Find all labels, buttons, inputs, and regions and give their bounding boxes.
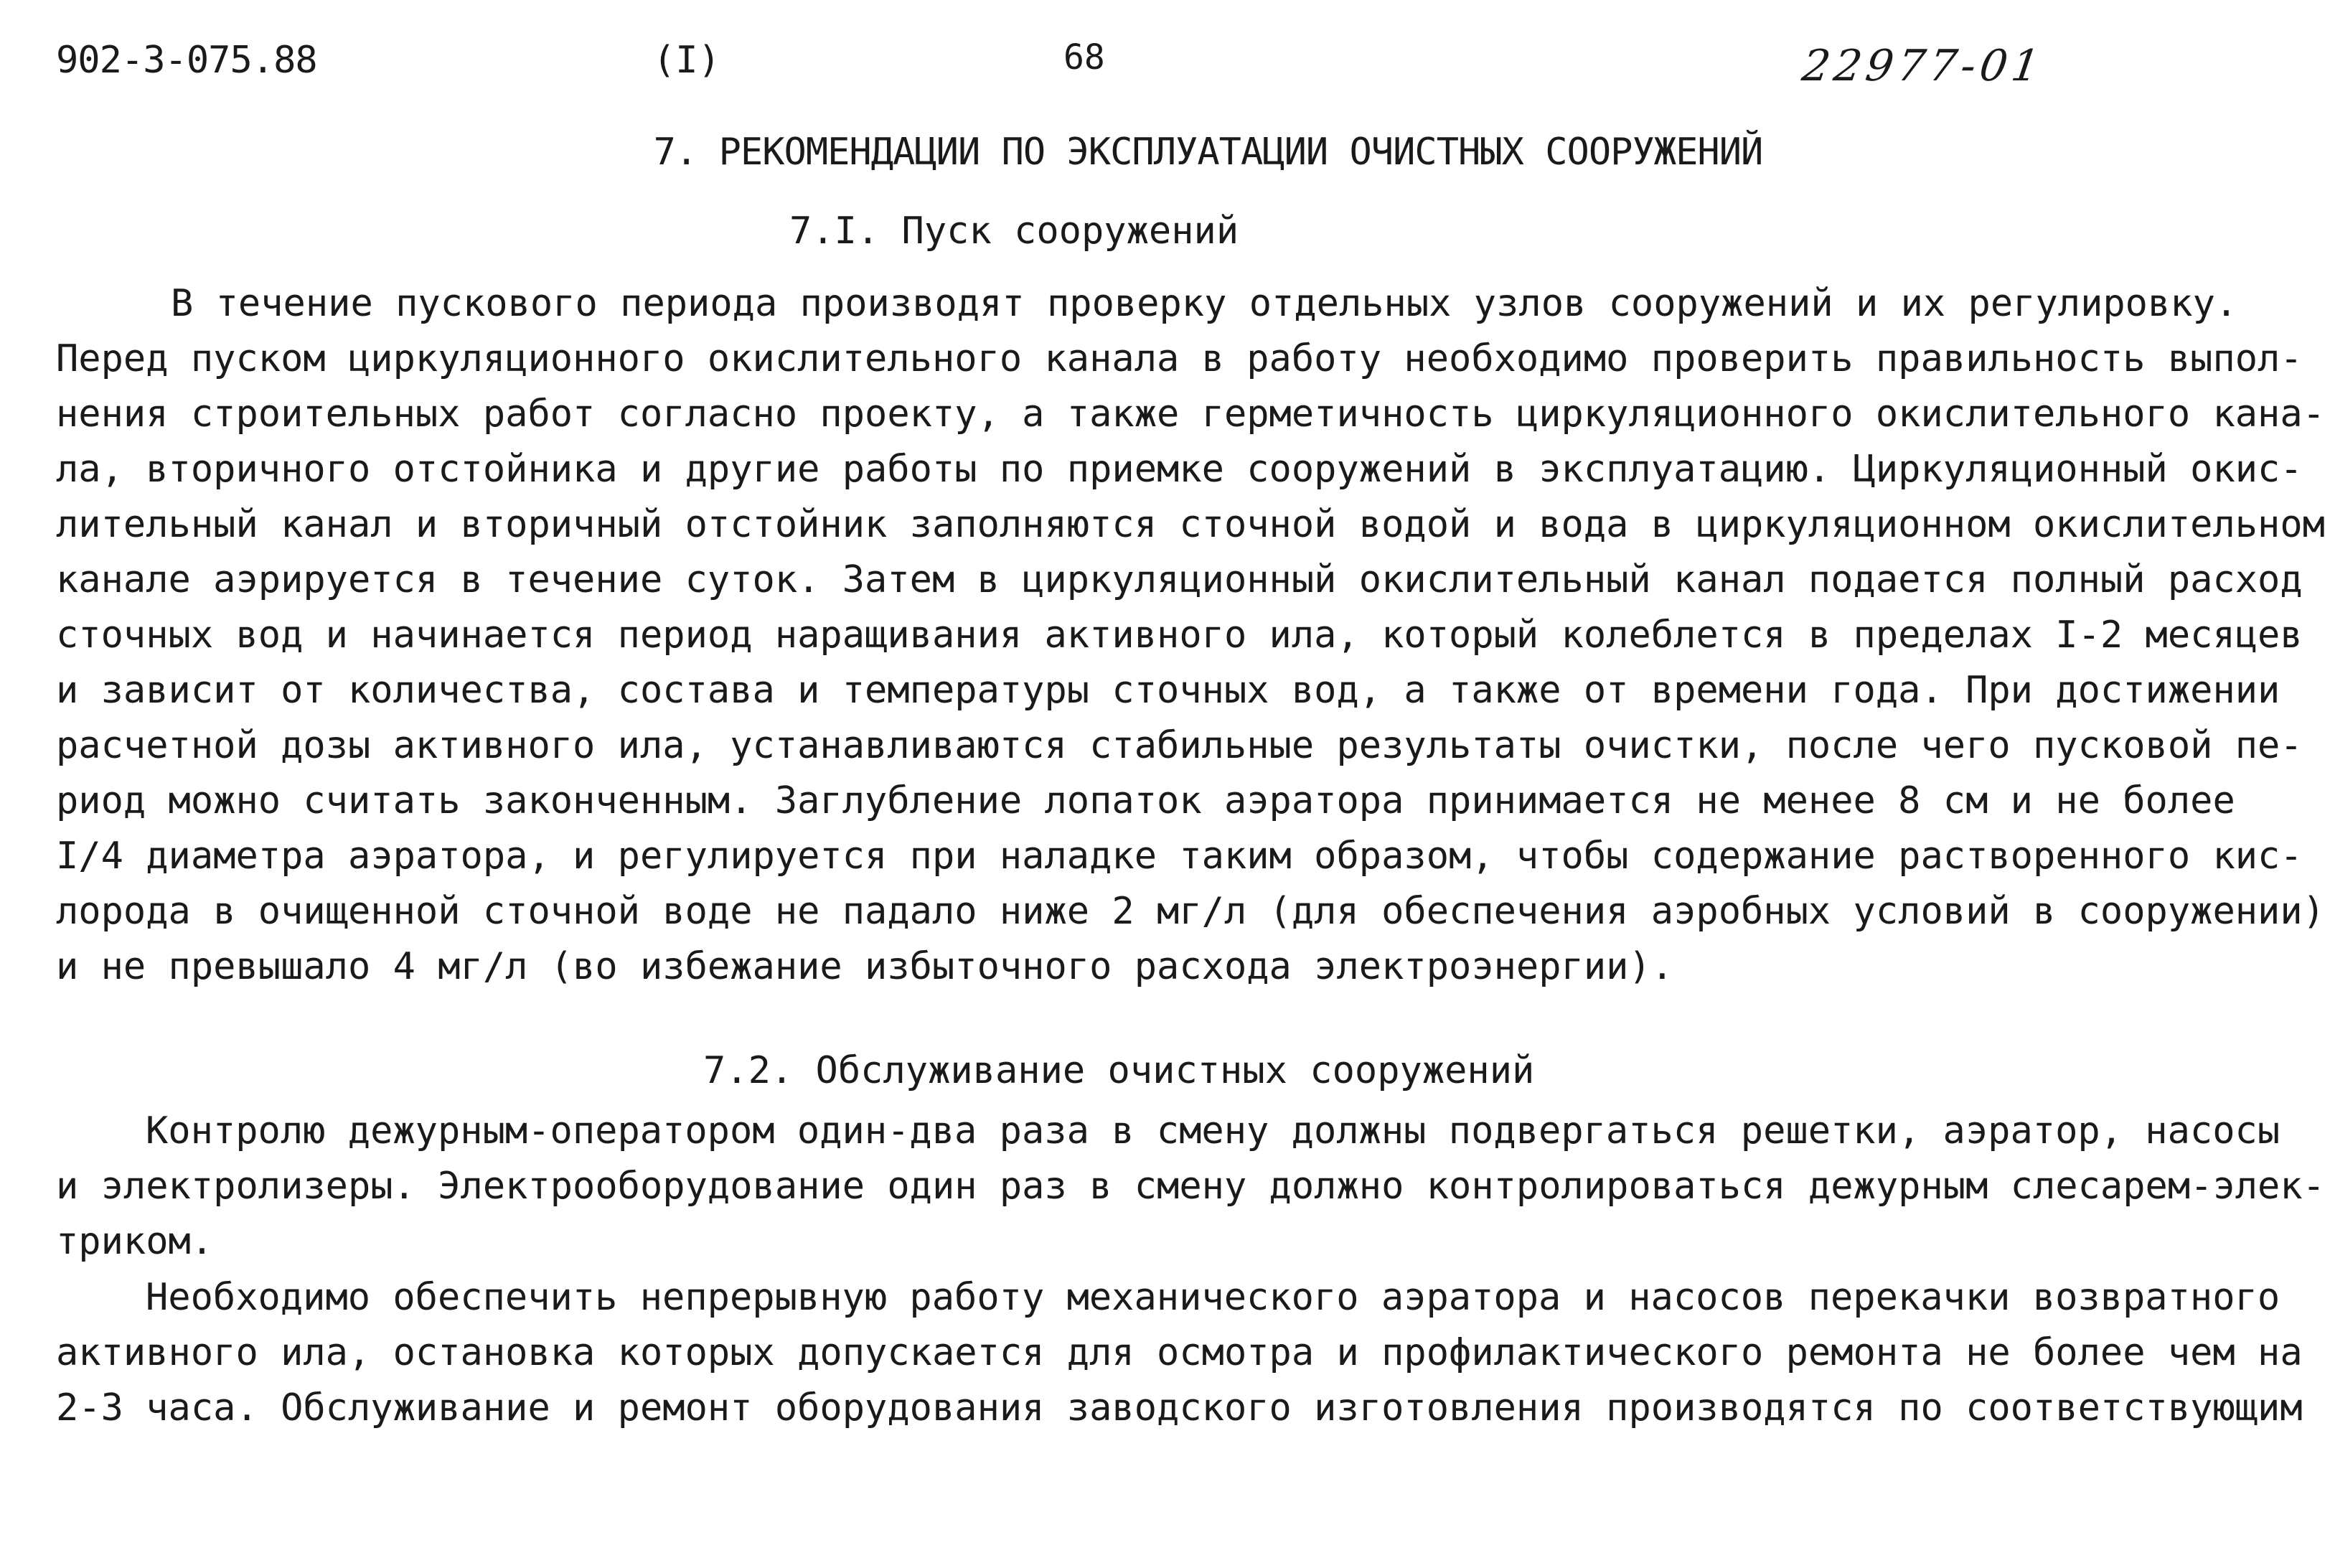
text-line: расчетной дозы активного ила, устанавливаются стабильные результаты очистки, после чего пусковой пе- xyxy=(56,724,2303,767)
section-title: 7. РЕКОМЕНДАЦИИ ПО ЭКСПЛУАТАЦИИ ОЧИСТНЫХ СООРУЖЕНИЙ xyxy=(653,131,1763,174)
subsection-2-title: 7.2. Обслуживание очистных сооружений xyxy=(703,1049,1535,1092)
subsection-1-text xyxy=(56,276,2325,995)
text-line: ла, вторичного отстойника и другие работы по приемке сооружений в эксплуатацию. Циркуляционный окис- xyxy=(56,448,2303,491)
text-line: риод можно считать законченным. Заглубление лопаток аэратора принимается не менее 8 см и не более xyxy=(56,779,2235,822)
text-line: Перед пуском циркуляционного окислительного канала в работу необходимо проверить правильность выпол- xyxy=(56,337,2303,380)
subsection-1-title: 7.I. Пуск сооружений xyxy=(789,210,1239,253)
text-line: Необходимо обеспечить непрерывную работу механического аэратора и насосов перекачки возвратного xyxy=(146,1276,2280,1319)
text-line: Контролю дежурным-оператором один-два раза в смену должны подвергаться решетки, аэратор, насосы xyxy=(146,1109,2280,1152)
text-line: триком. xyxy=(56,1220,214,1263)
inventory-number: 22977-01 xyxy=(1799,41,2047,91)
text-line: нения строительных работ согласно проекту, а также герметичность циркуляционного окислительного кана- xyxy=(56,393,2325,436)
text-line: 2-3 часа. Обслуживание и ремонт оборудования заводского изготовления производятся по соответствующим xyxy=(56,1386,2303,1429)
text-line: и не превышало 4 мг/л (во избежание избыточного расхода электроэнергии). xyxy=(56,945,1674,988)
subsection-2-paragraph-2 xyxy=(56,1270,2303,1436)
text-line: и электролизеры. Электрооборудование один раз в смену должно контролироваться дежурным слесарем-элек- xyxy=(56,1165,2325,1208)
text-line: и зависит от количества, состава и температуры сточных вод, а также от времени года. При достижении xyxy=(56,669,2280,712)
text-line: канале аэрируется в течение суток. Затем в циркуляционный окислительный канал подается полный расход xyxy=(56,558,2303,601)
text-line: I/4 диаметра аэратора, и регулируется при наладке таким образом, чтобы содержание растворенного кис- xyxy=(56,835,2303,878)
text-line: В течение пускового периода производят проверку отдельных узлов сооружений и их регулировку. xyxy=(171,282,2238,325)
text-line: активного ила, остановка которых допускается для осмотра и профилактического ремонта не более чем на xyxy=(56,1331,2303,1374)
part-number: (I) xyxy=(653,39,720,82)
text-line: лорода в очищенной сточной воде не падало ниже 2 мг/л (для обеспечения аэробных условий в сооружении) xyxy=(56,890,2325,933)
text-line: сточных вод и начинается период наращивания активного ила, который колеблется в пределах I-2 месяцев xyxy=(56,614,2303,657)
document-code: 902-3-075.88 xyxy=(56,39,317,82)
text-line: лительный канал и вторичный отстойник заполняются сточной водой и вода в циркуляционном окислительном xyxy=(56,503,2325,546)
page-number: 68 xyxy=(1063,37,1105,78)
subsection-2-paragraph-1 xyxy=(56,1104,2325,1269)
